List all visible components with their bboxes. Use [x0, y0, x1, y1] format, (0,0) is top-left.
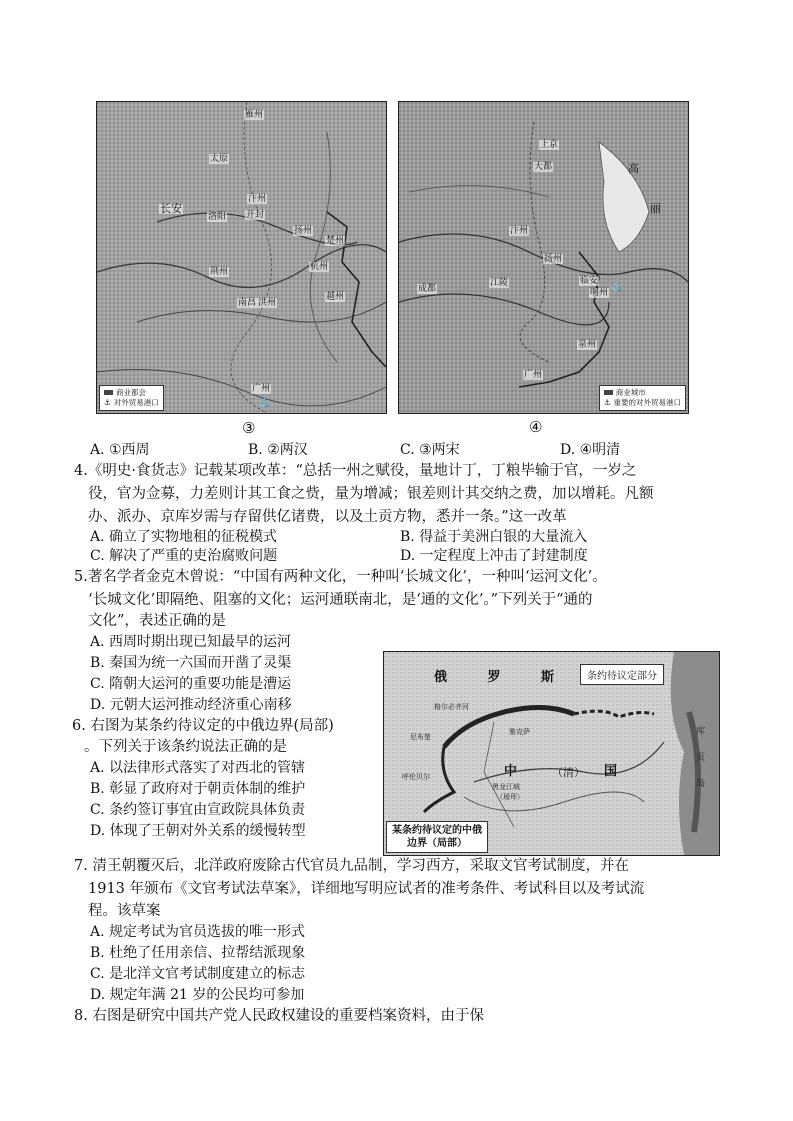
q6-option-b[interactable]: B. 彰显了政府对于朝贡体制的维护: [90, 781, 306, 797]
map-4-place-5: 扬州: [544, 254, 563, 264]
map-3-place-11: 洪州: [258, 298, 277, 308]
q3-option-d[interactable]: D. ④明清: [560, 442, 621, 458]
legend-city-swatch-icon: [104, 390, 113, 395]
legend-city-swatch-icon: [604, 390, 613, 395]
q5-option-c[interactable]: C. 隋朝大运河的重要功能是漕运: [90, 676, 292, 692]
map-4-place-11: 明州: [590, 288, 609, 298]
map-3-place-0: 雁州: [245, 110, 264, 120]
map-4-place-8: 成都: [418, 284, 437, 294]
q4-option-a[interactable]: A. 确立了实物地租的征税模式: [90, 529, 278, 545]
map-3-place-8: 楚州: [326, 236, 345, 246]
q5-option-d[interactable]: D. 元朝大运河推动经济重心南移: [90, 697, 292, 713]
map-3-place-6: 扬州: [294, 226, 313, 236]
map-3-place-9: 荆州: [210, 267, 229, 277]
q6-option-a[interactable]: A. 以法律形式落实了对西北的管辖: [90, 760, 306, 776]
map-commercial-cities-3: [96, 101, 387, 414]
border-map-caption: 某条约待议定的中俄 边界（局部）: [386, 821, 488, 853]
map-commercial-cities-4: [398, 101, 689, 414]
q3-option-c[interactable]: C. ③两宋: [400, 442, 460, 458]
map-4-place-9: 泉州: [578, 340, 597, 350]
q6-option-d[interactable]: D. 体现了王朝对外关系的缓慢转型: [90, 823, 306, 839]
place-albazin: 雅克萨: [509, 728, 530, 736]
map-3-place-7: 杭州: [310, 262, 329, 272]
q7-option-b[interactable]: B. 杜绝了任用亲信、拉帮结派现象: [90, 945, 306, 961]
q7-option-d[interactable]: D. 规定年满 21 岁的公民均可参加: [90, 987, 305, 1003]
sino-russian-border-map: [383, 651, 720, 856]
map-3-place-3: 长安: [160, 202, 182, 215]
map-3-place-4: 开封: [246, 210, 265, 220]
q7-stem-line-2: 1913 年颁布《文官考试法草案》，详细地写明应试者的准考条件、考试科目以及考试流: [88, 881, 645, 897]
map-3-place-13: 广州: [252, 384, 271, 394]
map-4-legend-port: ⚓ 重要的对外贸易港口: [603, 398, 681, 407]
map-4-port-anchor-icon: ⚓: [609, 278, 624, 292]
q7-option-a[interactable]: A. 规定考试为官员选拔的唯一形式: [90, 924, 306, 940]
map-4-caption: ④: [529, 418, 543, 436]
q6-option-c[interactable]: C. 条约签订事宜由宣政院具体负责: [90, 802, 306, 818]
map-3-legend-city: 商业都会: [104, 388, 159, 398]
q7-option-c[interactable]: C. 是北洋文官考试制度建立的标志: [90, 966, 306, 982]
sakhalin-label-3: 岛: [696, 779, 706, 789]
q6-stem-line-1: 6. 右图为某条约待议定的中俄边界(局部): [72, 718, 334, 734]
russia-label: 俄 罗 斯: [434, 670, 573, 685]
map-4-place-6: 临安: [580, 276, 599, 286]
q8-stem-line-1: 8. 右图是研究中国共产党人民政权建设的重要档案资料，由于保: [74, 1008, 484, 1024]
map-3-place-12: 越州: [326, 292, 345, 302]
place-gerbichi: 格尔必齐河: [434, 703, 469, 711]
map-4-legend: [599, 385, 686, 411]
map-4-place-2: 高: [628, 162, 639, 175]
q4-option-d[interactable]: D. 一定程度上冲击了封建制度: [400, 548, 588, 564]
map-3-place-10: 南昌: [238, 298, 257, 308]
map-3-legend-port: ⚓ 对外贸易港口: [104, 398, 159, 407]
map-3-terrain: [97, 102, 386, 413]
map-3-port-anchor-icon: ⚓: [257, 394, 272, 408]
q3-option-b[interactable]: B. ②两汉: [248, 442, 308, 458]
q4-option-c[interactable]: C. 解决了严重的吏治腐败问题: [90, 548, 278, 564]
q5-stem-line-3: 文化”，表述正确的是: [88, 613, 226, 629]
map-3-place-1: 太原: [210, 154, 229, 164]
q4-option-b[interactable]: B. 得益于美洲白银的大量流入: [400, 529, 588, 545]
place-heilongjiang-city: 黑龙江城: [492, 783, 520, 791]
q7-stem-line-3: 程。该草案: [88, 903, 161, 919]
china-label-3: 国: [604, 764, 636, 779]
sakhalin-label-1: 库: [696, 727, 706, 737]
map-3-place-5: 洛阳: [208, 212, 227, 222]
sakhalin-label-2: 页: [696, 753, 706, 763]
q4-stem-line-3: 办、派办、京库岁需与存留供亿诸费，以及土贡方物，悉并一条。”这一改革: [88, 509, 567, 525]
map-4-place-4: 汴州: [510, 226, 529, 236]
q5-stem-line-1: 5.著名学者金克木曾说：“中国有两种文化，一种叫‘长城文化’，一种叫‘运河文化’。: [74, 569, 607, 585]
map-4-place-0: 上京: [540, 140, 559, 150]
map-4-legend-city: 商业城市: [604, 388, 681, 398]
place-hulunbuir: 呼伦贝尔: [402, 773, 430, 781]
map-4-place-10: 广州: [524, 370, 543, 380]
q3-option-a[interactable]: A. ①西周: [90, 442, 150, 458]
q4-stem-line-1: 4.《明史·食货志》记载某项改革：“总括一州之赋役，量地计丁，丁粮毕输于官，一岁之: [74, 463, 637, 479]
map-4-place-7: 江陵: [490, 278, 509, 288]
china-label-1: 中: [504, 764, 536, 779]
q5-option-b[interactable]: B. 秦国为统一六国而开凿了灵渠: [90, 655, 292, 671]
anchor-icon: ⚓: [603, 398, 611, 407]
q7-stem-line-1: 7. 清王朝覆灭后，北洋政府废除古代官员九品制，学习西方，采取文官考试制度，并在: [74, 858, 629, 874]
q5-option-a[interactable]: A. 西周时期出现已知最早的运河: [90, 634, 292, 650]
map-4-place-3: 丽: [650, 202, 661, 215]
map-3-place-2: 汴州: [248, 194, 267, 204]
q4-stem-line-2: 役，官为佥募，力差则计其工食之赀，量为增减；银差则计其交纳之费，加以增耗。凡额: [88, 486, 654, 502]
china-label-2: （清）: [552, 766, 585, 779]
map-3-caption: ③: [242, 419, 256, 437]
place-aihui: （瑷珲）: [496, 793, 524, 801]
anchor-icon: ⚓: [104, 398, 111, 407]
border-callout: 条约待议定部分: [580, 664, 664, 685]
q6-stem-line-2: 。下列关于该条约说法正确的是: [84, 739, 287, 755]
place-nerchinsk: 尼布楚: [410, 733, 431, 741]
map-4-place-1: 大都: [534, 162, 553, 172]
q5-stem-line-2: ‘长城文化’即隔绝、阻塞的文化；运河通联南北，是‘通的文化’。”下列关于“通的: [88, 592, 593, 608]
map-3-legend: [99, 385, 164, 411]
